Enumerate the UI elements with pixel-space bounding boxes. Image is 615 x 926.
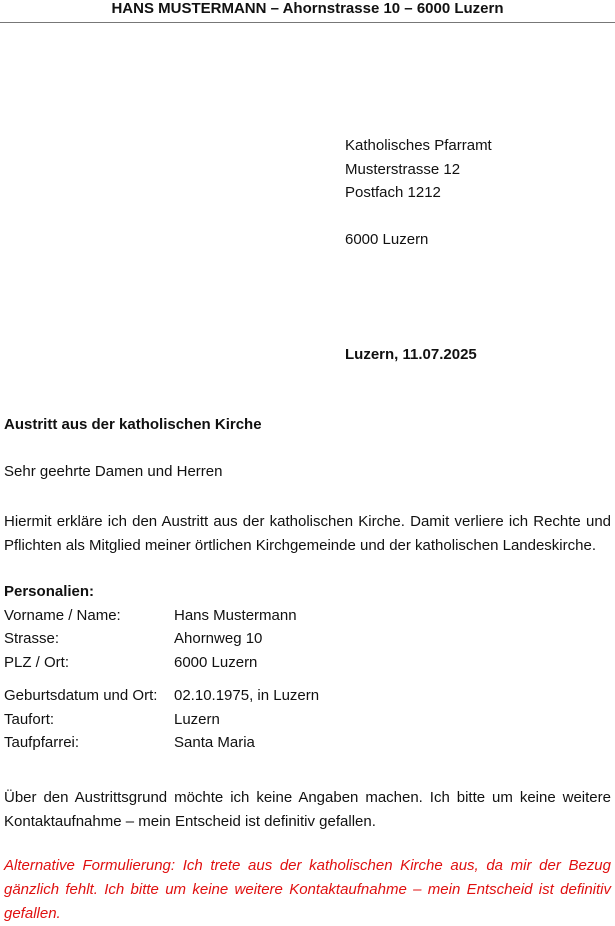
detail-row	[4, 651, 524, 675]
paragraph-reason: Über den Austrittsgrund möchte ich keine Angaben machen. Ich bitte um keine weitere Kontaktaufnahme – mein Entscheid ist definitiv gefallen.	[4, 789, 611, 830]
letter-subject: Austritt aus der katholischen Kirche	[4, 416, 262, 433]
recipient-line: Postfach 1212	[345, 184, 441, 201]
detail-value: Hans Mustermann	[174, 606, 297, 624]
detail-value: 6000 Luzern	[174, 653, 258, 671]
letterhead: HANS MUSTERMANN – Ahornstrasse 10 – 6000 Luzern	[0, 0, 615, 23]
detail-value: 02.10.1975, in Luzern	[174, 687, 320, 704]
recipient-line: 6000 Luzern	[345, 231, 429, 248]
personal-details	[4, 580, 524, 755]
detail-row	[4, 708, 524, 732]
paragraph-alternative: Alternative Formulierung: Ich trete aus der katholischen Kirche aus, da mir der Bezug gänzlich fehlt. Ich bitte um keine weitere Kontaktaufnahme – mein Entscheid ist definitiv gefallen.	[4, 857, 611, 922]
letter-date: Luzern, 11.07.2025	[345, 346, 477, 363]
detail-row	[4, 684, 524, 708]
detail-value: Ahornweg 10	[174, 630, 263, 647]
detail-label: Geburtsdatum und Ort:	[4, 687, 158, 704]
detail-row	[4, 627, 524, 651]
personal-heading: Personalien:	[4, 583, 95, 600]
detail-label: Taufpfarrei:	[4, 734, 80, 751]
detail-label: Vorname / Name:	[4, 606, 121, 624]
paragraph-declaration: Hiermit erkläre ich den Austritt aus der katholischen Kirche. Damit verliere ich Rechte und Pflichten als Mitglied meiner örtlichen Kirchgemeinde und der katholischen Landeskirche.	[4, 513, 611, 554]
detail-value: Luzern	[174, 710, 220, 728]
detail-row	[4, 731, 524, 755]
detail-label: PLZ / Ort:	[4, 653, 70, 671]
detail-label: Strasse:	[4, 630, 60, 647]
recipient-address	[345, 134, 492, 252]
salutation: Sehr geehrte Damen und Herren	[4, 463, 223, 480]
recipient-line: Katholisches Pfarramt	[345, 137, 492, 154]
recipient-line: Musterstrasse 12	[345, 160, 461, 178]
detail-label: Taufort:	[4, 710, 55, 728]
detail-row	[4, 604, 524, 628]
detail-value: Santa Maria	[174, 734, 255, 751]
